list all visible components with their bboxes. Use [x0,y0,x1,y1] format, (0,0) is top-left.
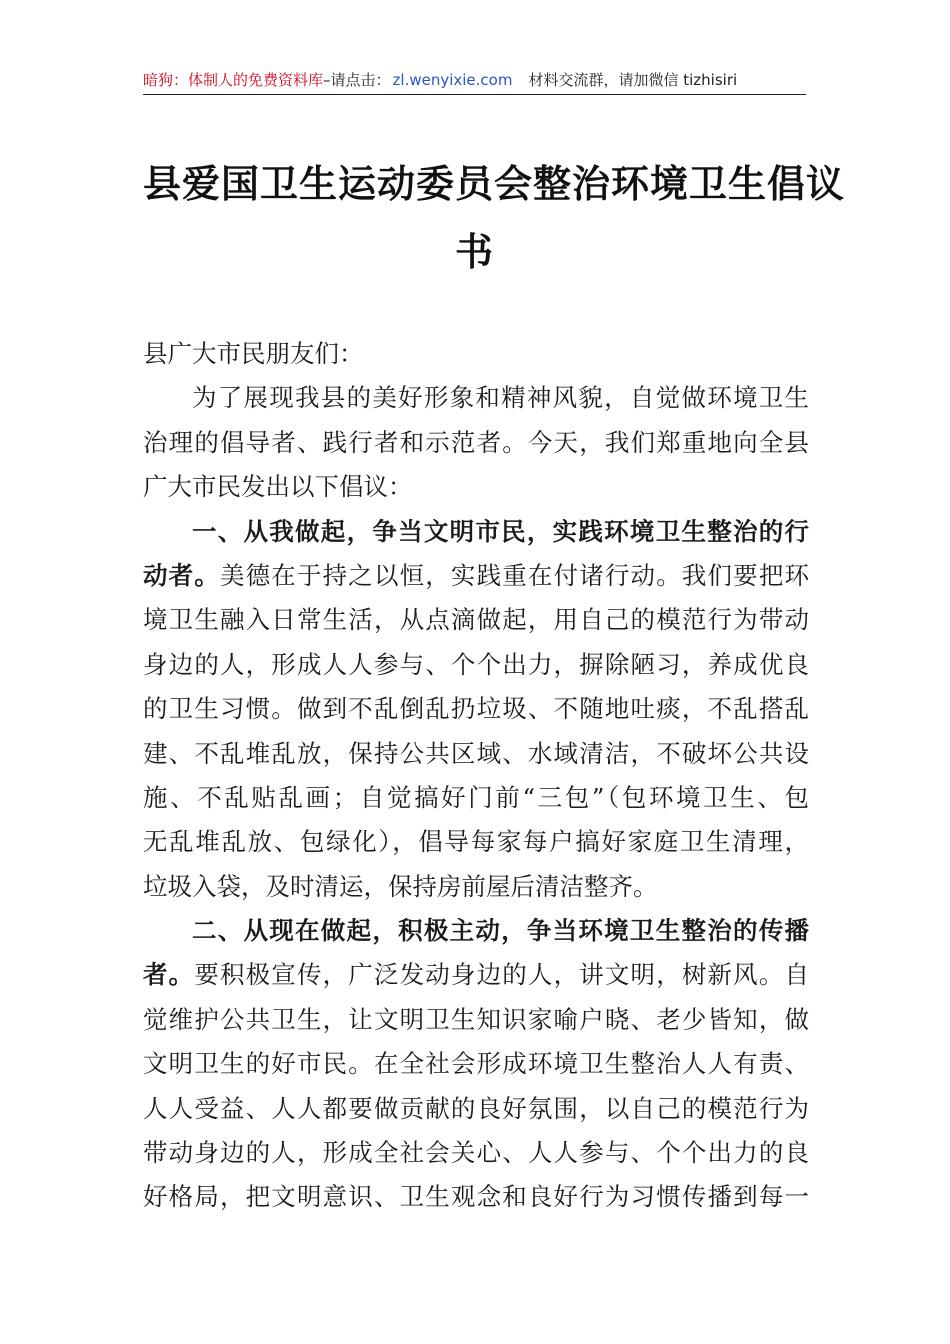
header-url-link[interactable]: zl.wenyixie.com [392,71,513,89]
point2-line-2-text: 要积极宣传，广泛发动身边的人，讲文明，树新风。自 [194,960,810,990]
point1-line-9: 垃圾入袋，及时清运，保持房前屋后清洁整齐。 [143,871,658,901]
page-header [143,70,806,95]
point1-line-2 [143,554,809,598]
point1-line-2-text: 美德在于持之以恒，实践重在付诸行动。我们要把环 [219,560,810,590]
intro-line-3: 广大市民发出以下倡议： [143,472,413,502]
point2-heading-line-1: 二、从现在做起，积极主动，争当环境卫生整治的传播 [192,916,809,946]
point2-heading-line-2: 者。 [143,960,195,990]
point1-line-5: 的卫生习惯。做到不乱倒乱扔垃圾、不随地吐痰，不乱搭乱 [143,694,809,724]
point2-line-3: 觉维护公共卫生，让文明卫生知识家喻户晓、老少皆知，做 [143,1004,809,1034]
point2-line-5: 人人受益、人人都要做贡献的良好氛围，以自己的模范行为 [143,1093,809,1123]
point2-line-7: 好格局，把文明意识、卫生观念和良好行为习惯传播到每一 [143,1182,809,1212]
point2-line-6: 带动身边的人，形成全社会关心、人人参与、个个出力的良 [143,1138,809,1168]
greeting: 县广大市民朋友们： [143,339,364,368]
header-brand: 暗狗：体制人的免费资料库 [143,71,324,89]
intro-line-2: 治理的倡导者、践行者和示范者。今天，我们郑重地向全县 [143,427,809,457]
intro-line-1: 为了展现我县的美好形象和精神风貌，自觉做环境卫生 [192,383,809,413]
point2-line-2 [143,953,809,997]
point1-line-6: 建、不乱堆乱放，保持公共区域、水域清洁，不破坏公共设 [143,738,809,768]
point1-line-4: 身边的人，形成人人参与、个个出力，摒除陋习，养成优良 [143,649,809,679]
point2-line-4: 文明卫生的好市民。在全社会形成环境卫生整治人人有责、 [143,1049,809,1079]
point1-line-3: 境卫生融入日常生活，从点滴做起，用自己的模范行为带动 [143,605,809,635]
document-title-line-1: 县爱国卫生运动委员会整治环境卫生倡议 [143,161,846,206]
document-title-line-2: 书 [454,229,494,274]
point1-line-8: 无乱堆乱放、包绿化），倡导每家每户搞好家庭卫生清理， [143,827,809,857]
header-wechat-note: 材料交流群，请加微信 tizhisiri [528,71,738,89]
header-separator: –请点击： [323,71,391,89]
document-body [143,332,809,1220]
point1-heading-line-2: 动者。 [143,560,220,590]
point1-heading-line-1: 一、从我做起，争当文明市民，实践环境卫生整治的行 [192,516,809,546]
point1-line-7: 施、不乱贴乱画；自觉搞好门前“三包”（包环境卫生、包 [143,782,809,812]
